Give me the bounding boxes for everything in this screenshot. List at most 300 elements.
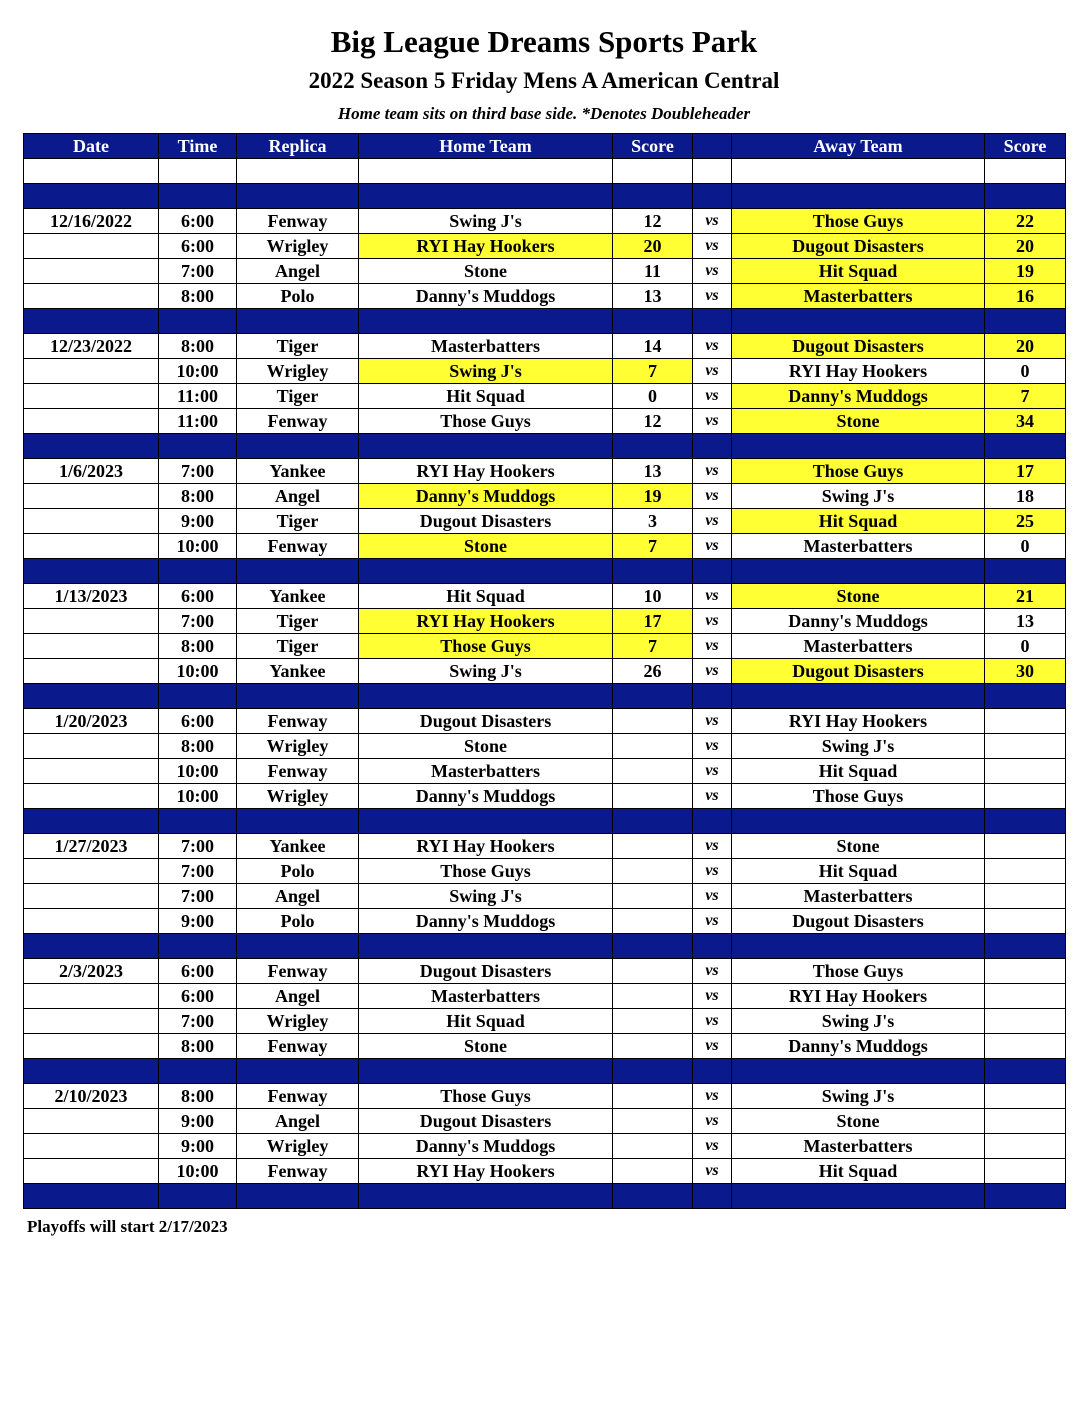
home-score: 7 <box>613 359 693 384</box>
vs-label: vs <box>693 584 732 609</box>
home-score <box>613 1009 693 1034</box>
week-divider <box>24 309 1066 334</box>
game-time: 8:00 <box>159 334 237 359</box>
game-date: 2/3/2023 <box>24 959 159 984</box>
away-score <box>985 884 1066 909</box>
week-divider <box>24 934 1066 959</box>
game-replica: Yankee <box>237 459 359 484</box>
week-divider <box>24 434 1066 459</box>
home-score <box>613 1159 693 1184</box>
game-row <box>24 259 1066 284</box>
game-date <box>24 1134 159 1159</box>
game-date <box>24 734 159 759</box>
away-score <box>985 859 1066 884</box>
header-date: Date <box>24 134 159 159</box>
away-score <box>985 709 1066 734</box>
game-time: 9:00 <box>159 909 237 934</box>
header-away-team: Away Team <box>732 134 985 159</box>
game-date: 1/6/2023 <box>24 459 159 484</box>
divider-cell <box>359 559 613 584</box>
game-row <box>24 784 1066 809</box>
divider-cell <box>24 684 159 709</box>
game-date <box>24 609 159 634</box>
vs-label: vs <box>693 884 732 909</box>
away-team: Those Guys <box>732 959 985 984</box>
divider-cell <box>24 809 159 834</box>
header-time: Time <box>159 134 237 159</box>
game-date <box>24 484 159 509</box>
home-team: Hit Squad <box>359 1009 613 1034</box>
vs-label: vs <box>693 734 732 759</box>
away-team: Stone <box>732 834 985 859</box>
game-date <box>24 784 159 809</box>
away-score: 20 <box>985 334 1066 359</box>
away-team: Stone <box>732 1109 985 1134</box>
game-time: 9:00 <box>159 509 237 534</box>
away-score <box>985 759 1066 784</box>
game-time: 7:00 <box>159 834 237 859</box>
away-team: Those Guys <box>732 459 985 484</box>
home-score: 12 <box>613 409 693 434</box>
home-team: Masterbatters <box>359 984 613 1009</box>
vs-label: vs <box>693 834 732 859</box>
game-time: 7:00 <box>159 609 237 634</box>
game-row <box>24 1084 1066 1109</box>
away-score: 16 <box>985 284 1066 309</box>
home-score <box>613 1084 693 1109</box>
game-date: 1/27/2023 <box>24 834 159 859</box>
divider-cell <box>613 184 693 209</box>
game-replica: Angel <box>237 1109 359 1134</box>
game-replica: Wrigley <box>237 734 359 759</box>
home-team: Danny's Muddogs <box>359 784 613 809</box>
away-team: Hit Squad <box>732 509 985 534</box>
home-team: Stone <box>359 734 613 759</box>
vs-label: vs <box>693 609 732 634</box>
divider-cell <box>693 1184 732 1209</box>
game-date <box>24 1109 159 1134</box>
header-home-score: Score <box>613 134 693 159</box>
game-row <box>24 609 1066 634</box>
divider-cell <box>159 309 237 334</box>
home-score <box>613 759 693 784</box>
home-score <box>613 884 693 909</box>
away-team: Dugout Disasters <box>732 334 985 359</box>
home-team: Swing J's <box>359 884 613 909</box>
divider-cell <box>359 934 613 959</box>
away-team: Swing J's <box>732 484 985 509</box>
divider-cell <box>732 309 985 334</box>
game-replica: Fenway <box>237 1084 359 1109</box>
home-team: Danny's Muddogs <box>359 484 613 509</box>
home-score: 17 <box>613 609 693 634</box>
home-score: 7 <box>613 534 693 559</box>
game-time: 6:00 <box>159 959 237 984</box>
game-time: 8:00 <box>159 1084 237 1109</box>
game-replica: Polo <box>237 859 359 884</box>
week-divider <box>24 559 1066 584</box>
home-score: 20 <box>613 234 693 259</box>
home-score: 10 <box>613 584 693 609</box>
vs-label: vs <box>693 459 732 484</box>
game-row <box>24 1034 1066 1059</box>
vs-label: vs <box>693 859 732 884</box>
home-team: RYI Hay Hookers <box>359 459 613 484</box>
page-subtitle: 2022 Season 5 Friday Mens A American Central <box>308 68 780 93</box>
away-score: 7 <box>985 384 1066 409</box>
divider-cell <box>693 934 732 959</box>
divider-cell <box>613 559 693 584</box>
away-team: Swing J's <box>732 1084 985 1109</box>
vs-label: vs <box>693 534 732 559</box>
away-team: RYI Hay Hookers <box>732 984 985 1009</box>
divider-cell <box>159 684 237 709</box>
blank-cell <box>613 159 693 184</box>
home-team: Hit Squad <box>359 384 613 409</box>
game-row <box>24 209 1066 234</box>
game-date: 12/23/2022 <box>24 334 159 359</box>
home-score <box>613 734 693 759</box>
game-row <box>24 509 1066 534</box>
game-time: 10:00 <box>159 534 237 559</box>
home-team: Those Guys <box>359 409 613 434</box>
away-score: 19 <box>985 259 1066 284</box>
vs-label: vs <box>693 709 732 734</box>
divider-cell <box>732 434 985 459</box>
blank-cell <box>732 159 985 184</box>
away-score: 0 <box>985 534 1066 559</box>
divider-cell <box>359 1059 613 1084</box>
divider-cell <box>985 559 1066 584</box>
vs-label: vs <box>693 1109 732 1134</box>
game-date <box>24 259 159 284</box>
divider-cell <box>237 309 359 334</box>
game-time: 7:00 <box>159 459 237 484</box>
playoffs-note: Playoffs will start 2/17/2023 <box>27 1217 228 1236</box>
divider-cell <box>359 184 613 209</box>
game-replica: Yankee <box>237 659 359 684</box>
game-time: 10:00 <box>159 784 237 809</box>
game-replica: Wrigley <box>237 359 359 384</box>
header-home-team: Home Team <box>359 134 613 159</box>
away-team: Those Guys <box>732 784 985 809</box>
home-score <box>613 1134 693 1159</box>
home-team: Those Guys <box>359 859 613 884</box>
divider-cell <box>237 1059 359 1084</box>
game-time: 8:00 <box>159 284 237 309</box>
divider-cell <box>985 1184 1066 1209</box>
game-row <box>24 1159 1066 1184</box>
away-team: Hit Squad <box>732 859 985 884</box>
divider-cell <box>693 309 732 334</box>
divider-cell <box>985 934 1066 959</box>
game-row <box>24 859 1066 884</box>
divider-cell <box>359 1184 613 1209</box>
blank-cell <box>237 159 359 184</box>
divider-cell <box>24 559 159 584</box>
home-score: 3 <box>613 509 693 534</box>
divider-cell <box>985 434 1066 459</box>
away-score <box>985 1034 1066 1059</box>
home-team: Swing J's <box>359 359 613 384</box>
game-row <box>24 709 1066 734</box>
divider-cell <box>237 1184 359 1209</box>
game-time: 11:00 <box>159 409 237 434</box>
divider-cell <box>613 434 693 459</box>
away-team: Those Guys <box>732 209 985 234</box>
divider-cell <box>732 184 985 209</box>
game-date <box>24 759 159 784</box>
game-replica: Tiger <box>237 334 359 359</box>
game-replica: Tiger <box>237 609 359 634</box>
game-date <box>24 284 159 309</box>
game-replica: Tiger <box>237 384 359 409</box>
away-team: RYI Hay Hookers <box>732 709 985 734</box>
away-score: 30 <box>985 659 1066 684</box>
divider-cell <box>159 934 237 959</box>
week-divider <box>24 809 1066 834</box>
home-team: RYI Hay Hookers <box>359 609 613 634</box>
away-score: 17 <box>985 459 1066 484</box>
away-score <box>985 1009 1066 1034</box>
game-time: 9:00 <box>159 1109 237 1134</box>
schedule-note: Home team sits on third base side. *Denotes Doubleheader <box>337 104 751 123</box>
home-team: Masterbatters <box>359 759 613 784</box>
game-replica: Fenway <box>237 709 359 734</box>
away-score <box>985 959 1066 984</box>
divider-cell <box>732 684 985 709</box>
game-time: 11:00 <box>159 384 237 409</box>
divider-cell <box>159 559 237 584</box>
page-title: Big League Dreams Sports Park <box>330 24 758 59</box>
away-team: Danny's Muddogs <box>732 384 985 409</box>
game-replica: Wrigley <box>237 1134 359 1159</box>
game-row <box>24 909 1066 934</box>
week-divider <box>24 684 1066 709</box>
divider-cell <box>359 434 613 459</box>
blank-row <box>24 159 1066 184</box>
away-score <box>985 1084 1066 1109</box>
game-date <box>24 1034 159 1059</box>
game-row <box>24 759 1066 784</box>
game-replica: Polo <box>237 909 359 934</box>
home-score <box>613 959 693 984</box>
vs-label: vs <box>693 359 732 384</box>
vs-label: vs <box>693 784 732 809</box>
blank-cell <box>693 159 732 184</box>
game-date <box>24 634 159 659</box>
game-row <box>24 834 1066 859</box>
game-replica: Yankee <box>237 834 359 859</box>
vs-label: vs <box>693 334 732 359</box>
divider-cell <box>24 309 159 334</box>
game-replica: Fenway <box>237 209 359 234</box>
divider-cell <box>24 184 159 209</box>
divider-cell <box>613 809 693 834</box>
vs-label: vs <box>693 1134 732 1159</box>
game-replica: Polo <box>237 284 359 309</box>
vs-label: vs <box>693 509 732 534</box>
game-time: 6:00 <box>159 584 237 609</box>
divider-cell <box>613 684 693 709</box>
game-row <box>24 1009 1066 1034</box>
divider-cell <box>732 809 985 834</box>
away-score <box>985 734 1066 759</box>
game-date <box>24 509 159 534</box>
game-date: 1/13/2023 <box>24 584 159 609</box>
home-score: 14 <box>613 334 693 359</box>
divider-cell <box>159 809 237 834</box>
away-score: 22 <box>985 209 1066 234</box>
home-team: Danny's Muddogs <box>359 909 613 934</box>
home-score: 0 <box>613 384 693 409</box>
home-team: Dugout Disasters <box>359 509 613 534</box>
divider-cell <box>693 809 732 834</box>
game-row <box>24 659 1066 684</box>
divider-cell <box>693 184 732 209</box>
game-row <box>24 884 1066 909</box>
vs-label: vs <box>693 384 732 409</box>
divider-cell <box>159 1059 237 1084</box>
game-row <box>24 1109 1066 1134</box>
home-team: Hit Squad <box>359 584 613 609</box>
divider-cell <box>159 184 237 209</box>
away-team: Dugout Disasters <box>732 659 985 684</box>
header-row <box>24 134 1066 159</box>
game-replica: Fenway <box>237 959 359 984</box>
away-team: Dugout Disasters <box>732 234 985 259</box>
game-replica: Yankee <box>237 584 359 609</box>
blank-cell <box>359 159 613 184</box>
game-row <box>24 734 1066 759</box>
game-time: 8:00 <box>159 734 237 759</box>
away-score: 13 <box>985 609 1066 634</box>
game-row <box>24 1134 1066 1159</box>
game-date <box>24 909 159 934</box>
away-team: Masterbatters <box>732 284 985 309</box>
header-away-score: Score <box>985 134 1066 159</box>
away-team: Swing J's <box>732 734 985 759</box>
away-team: Danny's Muddogs <box>732 1034 985 1059</box>
home-score <box>613 834 693 859</box>
away-team: Swing J's <box>732 1009 985 1034</box>
vs-label: vs <box>693 259 732 284</box>
away-team: Dugout Disasters <box>732 909 985 934</box>
home-score <box>613 709 693 734</box>
divider-cell <box>237 934 359 959</box>
divider-cell <box>159 434 237 459</box>
home-team: RYI Hay Hookers <box>359 834 613 859</box>
divider-cell <box>24 934 159 959</box>
divider-cell <box>237 684 359 709</box>
away-team: Masterbatters <box>732 534 985 559</box>
game-row <box>24 334 1066 359</box>
blank-cell <box>159 159 237 184</box>
game-date: 1/20/2023 <box>24 709 159 734</box>
home-score <box>613 1109 693 1134</box>
game-date <box>24 659 159 684</box>
divider-cell <box>985 809 1066 834</box>
game-row <box>24 984 1066 1009</box>
game-row <box>24 634 1066 659</box>
away-score: 0 <box>985 634 1066 659</box>
vs-label: vs <box>693 484 732 509</box>
away-team: Stone <box>732 584 985 609</box>
divider-cell <box>237 184 359 209</box>
away-score: 34 <box>985 409 1066 434</box>
game-row <box>24 584 1066 609</box>
home-team: Dugout Disasters <box>359 1109 613 1134</box>
game-date <box>24 384 159 409</box>
away-team: Masterbatters <box>732 884 985 909</box>
game-replica: Fenway <box>237 534 359 559</box>
game-date <box>24 884 159 909</box>
blank-cell <box>985 159 1066 184</box>
home-score: 26 <box>613 659 693 684</box>
home-score: 7 <box>613 634 693 659</box>
away-score: 20 <box>985 234 1066 259</box>
game-row <box>24 359 1066 384</box>
vs-label: vs <box>693 984 732 1009</box>
divider-cell <box>359 684 613 709</box>
divider-cell <box>732 934 985 959</box>
away-team: Masterbatters <box>732 634 985 659</box>
game-replica: Fenway <box>237 759 359 784</box>
game-replica: Wrigley <box>237 784 359 809</box>
away-score <box>985 834 1066 859</box>
vs-label: vs <box>693 409 732 434</box>
away-score: 18 <box>985 484 1066 509</box>
divider-cell <box>237 434 359 459</box>
game-row <box>24 459 1066 484</box>
home-score <box>613 909 693 934</box>
divider-cell <box>613 1184 693 1209</box>
schedule-table <box>23 133 1066 1209</box>
game-replica: Wrigley <box>237 234 359 259</box>
game-date <box>24 534 159 559</box>
away-team: RYI Hay Hookers <box>732 359 985 384</box>
home-score <box>613 784 693 809</box>
home-score: 19 <box>613 484 693 509</box>
game-date <box>24 234 159 259</box>
divider-cell <box>985 684 1066 709</box>
week-divider <box>24 1184 1066 1209</box>
game-time: 6:00 <box>159 984 237 1009</box>
game-time: 6:00 <box>159 234 237 259</box>
game-time: 9:00 <box>159 1134 237 1159</box>
home-team: Danny's Muddogs <box>359 284 613 309</box>
game-replica: Angel <box>237 484 359 509</box>
away-score <box>985 909 1066 934</box>
away-team: Danny's Muddogs <box>732 609 985 634</box>
game-replica: Tiger <box>237 634 359 659</box>
game-date: 2/10/2023 <box>24 1084 159 1109</box>
divider-cell <box>693 559 732 584</box>
game-row <box>24 534 1066 559</box>
away-score <box>985 984 1066 1009</box>
divider-cell <box>159 1184 237 1209</box>
vs-label: vs <box>693 759 732 784</box>
game-replica: Fenway <box>237 1159 359 1184</box>
divider-cell <box>613 309 693 334</box>
divider-cell <box>237 559 359 584</box>
home-team: Stone <box>359 259 613 284</box>
vs-label: vs <box>693 909 732 934</box>
vs-label: vs <box>693 284 732 309</box>
home-score <box>613 859 693 884</box>
vs-label: vs <box>693 659 732 684</box>
game-time: 6:00 <box>159 709 237 734</box>
